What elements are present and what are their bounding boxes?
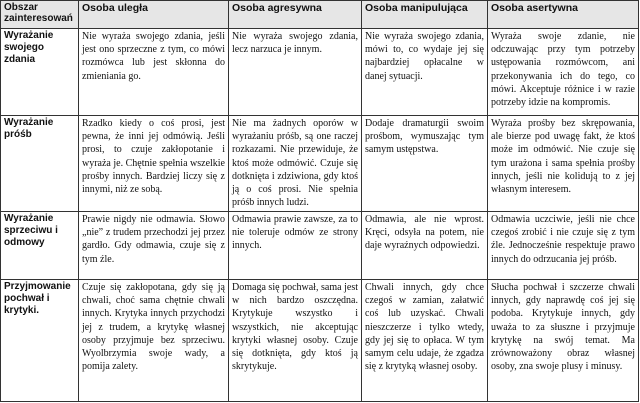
table-cell: Nie wyraża swojego zdania, mówi to, co wydaje jej się najbardziej opłacalne w danej sytuacji. [362, 29, 488, 116]
column-header-submissive: Osoba uległa [79, 1, 229, 29]
table-cell: Rzadko kiedy o coś prosi, jest pewna, że inni jej odmówią. Jeśli prosi, to czuje zakłopotanie i wyraża je. Chętnie spełnia wszelkie prośby innych. Bardziej liczy się z innymi, niż ze sobą. [79, 116, 229, 212]
row-header: Przyjmowanie pochwał i krytyki. [1, 280, 79, 402]
table-row [1, 212, 639, 280]
table-row [1, 280, 639, 402]
column-header-area: Obszar zainteresowań [1, 1, 79, 29]
table-cell: Słucha pochwał i szczerze chwali innych, gdy naprawdę coś jej się podoba. Krytykuje innych, gdy uważa to za słuszne i przyjmuje krytykę na swój temat. Ma zrównoważony obraz własnej osoby, zna swoje plusy i minusy. [488, 280, 639, 402]
column-header-manipulative: Osoba manipulująca [362, 1, 488, 29]
table-cell: Dodaje dramaturgii swoim prośbom, wymuszając tym samym ustępstwa. [362, 116, 488, 212]
table-cell: Odmawia uczciwie, jeśli nie chce czegoś zrobić i nie czuje się z tym źle. Jednocześnie respektuje prawo innych do odrzucania jej próśb. [488, 212, 639, 280]
table-cell: Prawie nigdy nie odmawia. Słowo „nie” z trudem przechodzi jej przez gardło. Gdy odmawia, czuje się z tym źle. [79, 212, 229, 280]
table-cell: Nie wyraża swojego zdania, jeśli jest ono sprzeczne z tym, co mówi rozmówca lub jest skłonna do zmieniania go. [79, 29, 229, 116]
row-header: Wyrażanie sprzeciwu i odmowy [1, 212, 79, 280]
table-cell: Nie ma żadnych oporów w wyrażaniu próśb, są one raczej rozkazami. Nie przewiduje, że ktoś może odmówić. Czuje się dotknięta i zdziwiona, gdy ktoś ją o coś prosi. Nie spełnia próśb innych ludzi. [229, 116, 362, 212]
table-cell: Czuje się zakłopotana, gdy się ją chwali, choć sama chętnie chwali innych. Krytyka innych przychodzi jej z trudem, a krytykę własnej osoby przyjmuje bez sprzeciwu. Wyolbrzymia swoje wady, a pomija zalety. [79, 280, 229, 402]
table-row [1, 116, 639, 212]
table-header-row [1, 1, 639, 29]
column-header-assertive: Osoba asertywna [488, 1, 639, 29]
table-cell: Wyraża swoje zdanie, nie odczuwając przy tym potrzeby ustępowania rozmówcom, ani przekonywania ich do tego, co mówi. Akceptuje różnice i w razie potrzeby idzie na kompromis. [488, 29, 639, 116]
table-cell: Nie wyraża swojego zdania, lecz narzuca je innym. [229, 29, 362, 116]
column-header-aggressive: Osoba agresywna [229, 1, 362, 29]
table-cell: Odmawia prawie zawsze, za to nie toleruje odmów ze strony innych. [229, 212, 362, 280]
table-cell: Wyraża prośby bez skrępowania, ale bierze pod uwagę fakt, że ktoś może im odmówić. Nie czuje się tym urażona i sama spełnia prośby innych, jeśli nie kolidują to z jej własnym interesem. [488, 116, 639, 212]
table-cell: Chwali innych, gdy chce czegoś w zamian, załatwić coś lub uzyskać. Chwali nieszczerze i tylko wtedy, gdy jej się to opłaca. W tym samym celu udaje, że zgadza się z krytyką własnej osoby. [362, 280, 488, 402]
row-header: Wyrażanie próśb [1, 116, 79, 212]
table-cell: Odmawia, ale nie wprost. Kręci, odsyła na potem, nie daje wyraźnych odpowiedzi. [362, 212, 488, 280]
table-row [1, 29, 639, 116]
row-header: Wyrażanie swojego zdania [1, 29, 79, 116]
table-cell: Domaga się pochwał, sama jest w nich bardzo oszczędna. Krytykuje wszystko i wszystkich, nie akceptując krytyki własnej osoby. Czuje się dotknięta, gdy ktoś ją skrytykuje. [229, 280, 362, 402]
